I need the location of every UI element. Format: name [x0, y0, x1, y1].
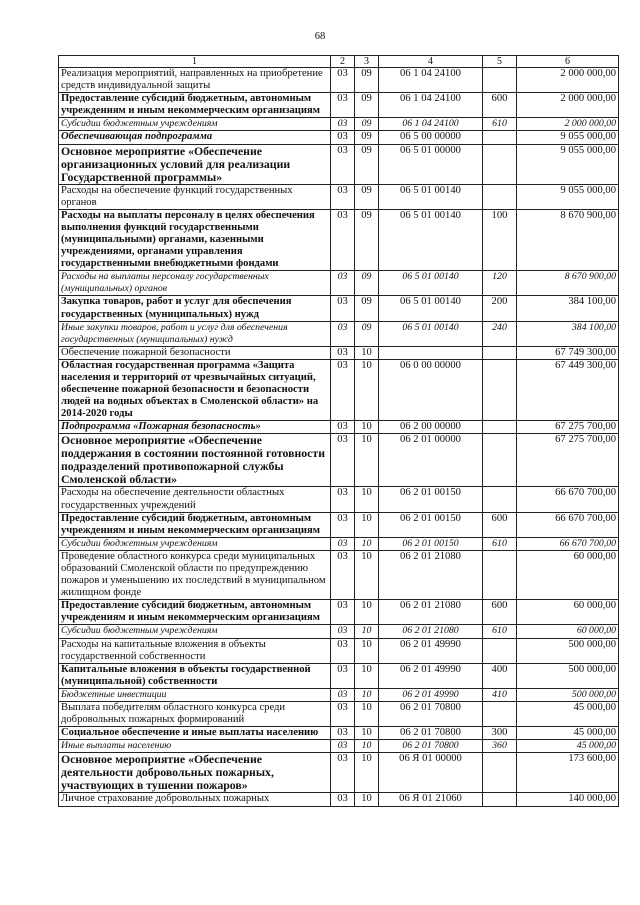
- row-target-article-cell: 06 2 01 70800: [379, 727, 483, 740]
- table-row: [59, 421, 619, 434]
- row-section-cell: 03: [331, 296, 355, 321]
- row-name-cell: Расходы на выплаты персоналу государственных (муниципальных) органов: [59, 271, 331, 296]
- row-subsection-cell: 10: [355, 740, 379, 753]
- row-amount-cell: 500 000,00: [517, 663, 619, 688]
- row-amount-cell: 9 055 000,00: [517, 131, 619, 144]
- row-amount-cell: 60 000,00: [517, 625, 619, 638]
- row-amount-cell: 173 600,00: [517, 753, 619, 793]
- row-subsection-cell: 09: [355, 144, 379, 184]
- table-row: [59, 793, 619, 806]
- column-header-5: 5: [483, 56, 517, 68]
- row-section-cell: 03: [331, 144, 355, 184]
- budget-table: [58, 55, 619, 807]
- row-expense-type-cell: 600: [483, 93, 517, 118]
- table-row: [59, 359, 619, 420]
- row-amount-cell: 66 670 700,00: [517, 512, 619, 537]
- row-amount-cell: 67 275 700,00: [517, 421, 619, 434]
- row-section-cell: 03: [331, 131, 355, 144]
- row-target-article-cell: 06 2 01 00150: [379, 537, 483, 550]
- row-name-cell: Бюджетные инвестиции: [59, 688, 331, 701]
- row-target-article-cell: 06 5 01 00140: [379, 271, 483, 296]
- row-section-cell: 03: [331, 688, 355, 701]
- table-row: [59, 537, 619, 550]
- row-expense-type-cell: [483, 638, 517, 663]
- row-section-cell: 03: [331, 663, 355, 688]
- row-section-cell: 03: [331, 727, 355, 740]
- row-expense-type-cell: 600: [483, 600, 517, 625]
- row-expense-type-cell: 610: [483, 625, 517, 638]
- row-expense-type-cell: [483, 753, 517, 793]
- row-amount-cell: 500 000,00: [517, 638, 619, 663]
- row-name-cell: Иные выплаты населению: [59, 740, 331, 753]
- row-name-cell: Основное мероприятие «Обеспечение деятельности добровольных пожарных, участвующих в тушении пожаров»: [59, 753, 331, 793]
- table-row: [59, 434, 619, 487]
- row-name-cell: Социальное обеспечение и иные выплаты населению: [59, 727, 331, 740]
- row-target-article-cell: 06 5 01 00140: [379, 296, 483, 321]
- row-section-cell: 03: [331, 118, 355, 131]
- row-section-cell: 03: [331, 550, 355, 599]
- row-subsection-cell: 10: [355, 359, 379, 420]
- row-target-article-cell: 06 2 01 00150: [379, 487, 483, 512]
- table-row: [59, 68, 619, 93]
- row-subsection-cell: 09: [355, 321, 379, 346]
- row-subsection-cell: 09: [355, 184, 379, 209]
- row-target-article-cell: 06 2 01 70800: [379, 740, 483, 753]
- row-name-cell: Субсидии бюджетным учреждениям: [59, 118, 331, 131]
- row-expense-type-cell: [483, 793, 517, 806]
- table-row: [59, 209, 619, 270]
- row-amount-cell: 45 000,00: [517, 727, 619, 740]
- row-section-cell: 03: [331, 184, 355, 209]
- row-target-article-cell: 06 5 01 00140: [379, 184, 483, 209]
- row-section-cell: 03: [331, 512, 355, 537]
- row-amount-cell: 500 000,00: [517, 688, 619, 701]
- row-section-cell: 03: [331, 537, 355, 550]
- row-name-cell: Предоставление субсидий бюджетным, автономным учреждениям и иным некоммерческим организациям: [59, 93, 331, 118]
- row-section-cell: 03: [331, 271, 355, 296]
- row-expense-type-cell: [483, 359, 517, 420]
- table-row: [59, 688, 619, 701]
- row-amount-cell: 8 670 900,00: [517, 209, 619, 270]
- row-section-cell: 03: [331, 740, 355, 753]
- row-name-cell: Проведение областного конкурса среди муниципальных образований Смоленской области по предупреждению пожаров и уменьшению их последствий в муниципальном жилищном фонде: [59, 550, 331, 599]
- row-section-cell: 03: [331, 209, 355, 270]
- row-amount-cell: 2 000 000,00: [517, 118, 619, 131]
- row-amount-cell: 67 449 300,00: [517, 359, 619, 420]
- row-name-cell: Реализация мероприятий, направленных на приобретение средств индивидуальной защиты: [59, 68, 331, 93]
- row-section-cell: 03: [331, 93, 355, 118]
- row-name-cell: Иные закупки товаров, работ и услуг для обеспечения государственных (муниципальных) нужд: [59, 321, 331, 346]
- row-target-article-cell: 06 Я 01 00000: [379, 753, 483, 793]
- page-number: 68: [314, 31, 326, 42]
- row-name-cell: Обеспечение пожарной безопасности: [59, 346, 331, 359]
- row-subsection-cell: 10: [355, 487, 379, 512]
- row-name-cell: Обеспечивающая подпрограмма: [59, 131, 331, 144]
- row-amount-cell: 66 670 700,00: [517, 487, 619, 512]
- row-target-article-cell: 06 5 01 00000: [379, 144, 483, 184]
- row-subsection-cell: 10: [355, 434, 379, 487]
- row-expense-type-cell: [483, 144, 517, 184]
- table-row: [59, 512, 619, 537]
- row-section-cell: 03: [331, 434, 355, 487]
- row-section-cell: 03: [331, 702, 355, 727]
- column-header-3: 3: [355, 56, 379, 68]
- table-row: [59, 346, 619, 359]
- row-amount-cell: 140 000,00: [517, 793, 619, 806]
- row-subsection-cell: 10: [355, 537, 379, 550]
- row-expense-type-cell: 100: [483, 209, 517, 270]
- row-expense-type-cell: 300: [483, 727, 517, 740]
- row-expense-type-cell: [483, 487, 517, 512]
- row-section-cell: 03: [331, 638, 355, 663]
- row-amount-cell: 9 055 000,00: [517, 144, 619, 184]
- row-section-cell: 03: [331, 753, 355, 793]
- row-target-article-cell: 06 2 01 21080: [379, 625, 483, 638]
- row-expense-type-cell: [483, 131, 517, 144]
- row-amount-cell: 8 670 900,00: [517, 271, 619, 296]
- row-expense-type-cell: [483, 346, 517, 359]
- table-row: [59, 753, 619, 793]
- table-row: [59, 638, 619, 663]
- row-section-cell: 03: [331, 421, 355, 434]
- row-section-cell: 03: [331, 793, 355, 806]
- row-expense-type-cell: [483, 434, 517, 487]
- column-header-2: 2: [331, 56, 355, 68]
- row-subsection-cell: 10: [355, 421, 379, 434]
- table-row: [59, 600, 619, 625]
- row-amount-cell: 2 000 000,00: [517, 68, 619, 93]
- row-subsection-cell: 09: [355, 118, 379, 131]
- row-expense-type-cell: 120: [483, 271, 517, 296]
- row-subsection-cell: 10: [355, 550, 379, 599]
- row-amount-cell: 384 100,00: [517, 321, 619, 346]
- row-target-article-cell: 06 2 01 49990: [379, 663, 483, 688]
- table-row: [59, 625, 619, 638]
- table-row: [59, 663, 619, 688]
- row-target-article-cell: 06 2 01 49990: [379, 688, 483, 701]
- row-target-article-cell: 06 2 01 49990: [379, 638, 483, 663]
- row-section-cell: 03: [331, 321, 355, 346]
- table-row: [59, 296, 619, 321]
- row-target-article-cell: 06 2 01 00000: [379, 434, 483, 487]
- row-expense-type-cell: 200: [483, 296, 517, 321]
- row-expense-type-cell: 410: [483, 688, 517, 701]
- row-expense-type-cell: 600: [483, 512, 517, 537]
- row-subsection-cell: 10: [355, 346, 379, 359]
- row-name-cell: Закупка товаров, работ и услуг для обеспечения государственных (муниципальных) нужд: [59, 296, 331, 321]
- table-row: [59, 550, 619, 599]
- table-row: [59, 118, 619, 131]
- table-row: [59, 93, 619, 118]
- table-row: [59, 144, 619, 184]
- row-expense-type-cell: [483, 68, 517, 93]
- row-expense-type-cell: 360: [483, 740, 517, 753]
- row-amount-cell: 66 670 700,00: [517, 537, 619, 550]
- row-target-article-cell: 06 2 01 21080: [379, 550, 483, 599]
- row-section-cell: 03: [331, 600, 355, 625]
- row-subsection-cell: 10: [355, 638, 379, 663]
- row-amount-cell: 60 000,00: [517, 550, 619, 599]
- row-subsection-cell: 10: [355, 512, 379, 537]
- row-subsection-cell: 09: [355, 271, 379, 296]
- row-target-article-cell: 06 2 01 21080: [379, 600, 483, 625]
- row-target-article-cell: 06 2 00 00000: [379, 421, 483, 434]
- table-body: [59, 56, 619, 807]
- row-section-cell: 03: [331, 346, 355, 359]
- row-name-cell: Капитальные вложения в объекты государственной (муниципальной) собственности: [59, 663, 331, 688]
- column-number-row: [59, 56, 619, 68]
- row-subsection-cell: 09: [355, 296, 379, 321]
- table-row: [59, 271, 619, 296]
- row-name-cell: Выплата победителям областного конкурса среди добровольных пожарных формирований: [59, 702, 331, 727]
- row-name-cell: Основное мероприятие «Обеспечение поддержания в состоянии постоянной готовности подразделений противопожарной службы Смоленской области»: [59, 434, 331, 487]
- row-amount-cell: 9 055 000,00: [517, 184, 619, 209]
- row-target-article-cell: [379, 346, 483, 359]
- table-row: [59, 184, 619, 209]
- row-target-article-cell: 06 5 00 00000: [379, 131, 483, 144]
- row-section-cell: 03: [331, 487, 355, 512]
- row-expense-type-cell: [483, 702, 517, 727]
- table-row: [59, 321, 619, 346]
- row-target-article-cell: 06 5 01 00140: [379, 209, 483, 270]
- row-expense-type-cell: 400: [483, 663, 517, 688]
- row-amount-cell: 2 000 000,00: [517, 93, 619, 118]
- row-target-article-cell: 06 2 01 70800: [379, 702, 483, 727]
- row-amount-cell: 45 000,00: [517, 740, 619, 753]
- row-subsection-cell: 10: [355, 727, 379, 740]
- row-name-cell: Предоставление субсидий бюджетным, автономным учреждениям и иным некоммерческим организациям: [59, 600, 331, 625]
- row-amount-cell: 67 749 300,00: [517, 346, 619, 359]
- row-target-article-cell: 06 0 00 00000: [379, 359, 483, 420]
- row-amount-cell: 384 100,00: [517, 296, 619, 321]
- row-name-cell: Расходы на выплаты персоналу в целях обеспечения выполнения функций государственными (муниципальными) органами, казенными учреждениями, органами управления государственными внебюджетными фондами: [59, 209, 331, 270]
- row-section-cell: 03: [331, 359, 355, 420]
- row-name-cell: Субсидии бюджетным учреждениям: [59, 625, 331, 638]
- table-row: [59, 131, 619, 144]
- table-row: [59, 727, 619, 740]
- row-subsection-cell: 09: [355, 68, 379, 93]
- table-row: [59, 487, 619, 512]
- row-amount-cell: 45 000,00: [517, 702, 619, 727]
- row-expense-type-cell: 610: [483, 118, 517, 131]
- row-subsection-cell: 10: [355, 753, 379, 793]
- column-header-1: 1: [59, 56, 331, 68]
- row-expense-type-cell: [483, 550, 517, 599]
- row-name-cell: Расходы на капитальные вложения в объекты государственной собственности: [59, 638, 331, 663]
- row-subsection-cell: 10: [355, 793, 379, 806]
- row-name-cell: Личное страхование добровольных пожарных: [59, 793, 331, 806]
- row-section-cell: 03: [331, 625, 355, 638]
- row-name-cell: Предоставление субсидий бюджетным, автономным учреждениям и иным некоммерческим организациям: [59, 512, 331, 537]
- row-expense-type-cell: [483, 421, 517, 434]
- row-target-article-cell: 06 Я 01 21060: [379, 793, 483, 806]
- row-name-cell: Субсидии бюджетным учреждениям: [59, 537, 331, 550]
- row-target-article-cell: 06 5 01 00140: [379, 321, 483, 346]
- column-header-4: 4: [379, 56, 483, 68]
- row-expense-type-cell: 610: [483, 537, 517, 550]
- row-name-cell: Основное мероприятие «Обеспечение организационных условий для реализации Государственной программы»: [59, 144, 331, 184]
- row-name-cell: Подпрограмма «Пожарная безопасность»: [59, 421, 331, 434]
- row-expense-type-cell: 240: [483, 321, 517, 346]
- row-section-cell: 03: [331, 68, 355, 93]
- row-subsection-cell: 10: [355, 600, 379, 625]
- row-target-article-cell: 06 1 04 24100: [379, 118, 483, 131]
- row-subsection-cell: 09: [355, 93, 379, 118]
- table-row: [59, 702, 619, 727]
- row-subsection-cell: 09: [355, 209, 379, 270]
- row-subsection-cell: 09: [355, 131, 379, 144]
- row-amount-cell: 60 000,00: [517, 600, 619, 625]
- row-name-cell: Расходы на обеспечение функций государственных органов: [59, 184, 331, 209]
- row-target-article-cell: 06 1 04 24100: [379, 68, 483, 93]
- row-subsection-cell: 10: [355, 702, 379, 727]
- row-subsection-cell: 10: [355, 663, 379, 688]
- column-header-6: 6: [517, 56, 619, 68]
- row-name-cell: Областная государственная программа «Защита населения и территорий от чрезвычайных ситуаций, обеспечение пожарной безопасности и безопасности людей на водных объектах в Смоленской области» на 2014-2020 годы: [59, 359, 331, 420]
- row-expense-type-cell: [483, 184, 517, 209]
- row-target-article-cell: 06 2 01 00150: [379, 512, 483, 537]
- row-name-cell: Расходы на обеспечение деятельности областных государственных учреждений: [59, 487, 331, 512]
- row-amount-cell: 67 275 700,00: [517, 434, 619, 487]
- table-row: [59, 740, 619, 753]
- row-subsection-cell: 10: [355, 688, 379, 701]
- row-subsection-cell: 10: [355, 625, 379, 638]
- row-target-article-cell: 06 1 04 24100: [379, 93, 483, 118]
